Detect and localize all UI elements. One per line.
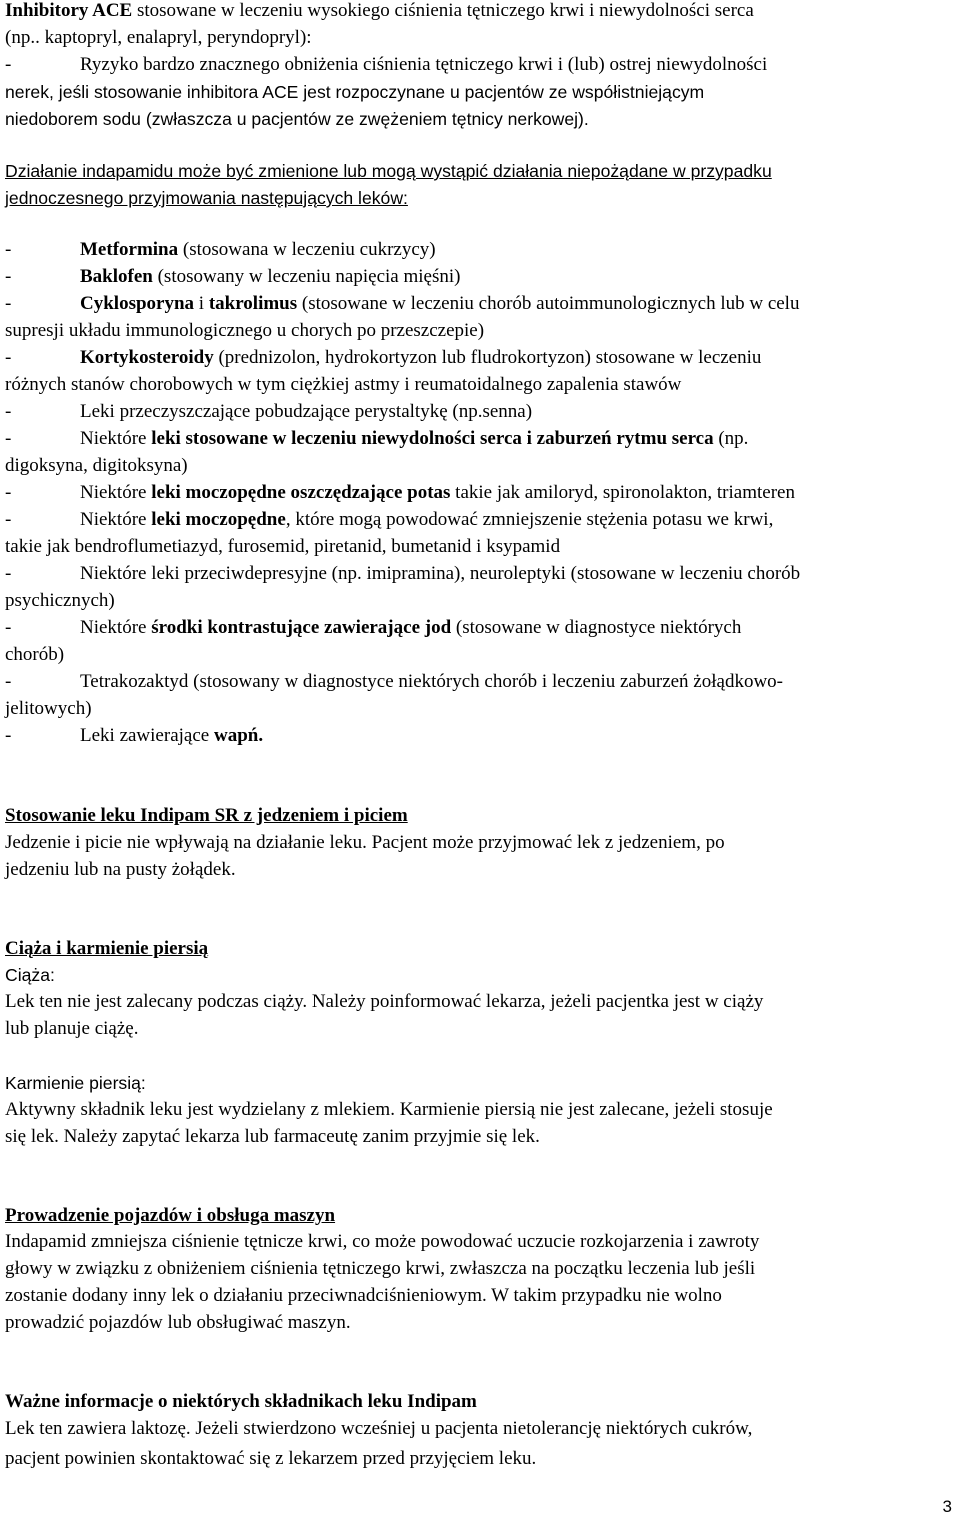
breastfeeding-line-2: się lek. Należy zapytać lekarza lub farmaceutę zanim przyjmie się lek. [5, 1126, 540, 1147]
item-text: (stosowane w diagnostyce niektórych [451, 617, 742, 638]
item-text: Niektóre leki przeciwdepresyjne (np. imipramina), neuroleptyki (stosowane w leczeniu chorób [80, 563, 801, 584]
item-bold: takrolimus [208, 293, 298, 314]
list-item-cont: digoksyna, digitoksyna) [5, 455, 188, 476]
list-item-cont: takie jak bendroflumetiazyd, furosemid, piretanid, bumetanid i ksypamid [5, 536, 561, 557]
list-item [5, 401, 532, 423]
section-heading [5, 938, 208, 960]
breastfeeding-line-1: Aktywny składnik leku jest wydzielany z mlekiem. Karmienie piersią nie jest zalecane, jeżeli stosuje [5, 1099, 773, 1120]
item-bold: Baklofen [80, 266, 153, 287]
dash: - [5, 509, 12, 530]
list-item [5, 671, 783, 693]
food-line-1: Jedzenie i picie nie wpływają na działanie leku. Pacjent może przyjmować lek z jedzeniem, po [5, 832, 725, 853]
dash: - [5, 401, 12, 422]
driving-line-4: prowadzić pojazdów lub obsługiwać maszyn. [5, 1312, 351, 1333]
list-item-cont: jelitowych) [5, 698, 92, 719]
dash: - [5, 54, 12, 75]
food-line-2: jedzeniu lub na pusty żołądek. [5, 859, 236, 880]
item-bold: leki moczopędne [151, 509, 286, 530]
section-heading [5, 805, 408, 827]
list-item-cont: chorób) [5, 644, 65, 665]
important-heading: Ważne informacje o niektórych składnikach leku Indipam [5, 1391, 477, 1412]
interactions-intro-1: Działanie indapamidu może być zmienione lub mogą wystąpić działania niepożądane w przypadku [5, 161, 772, 181]
ace-line-3-text: Ryzyko bardzo znacznego obniżenia ciśnienia tętniczego krwi i (lub) ostrej niewydolności [80, 54, 768, 75]
item-text: (stosowany w leczeniu napięcia mięśni) [152, 266, 461, 287]
list-item-cont: supresji układu immunologicznego u chorych po przeszczepie) [5, 320, 485, 341]
driving-line-1: Indapamid zmniejsza ciśnienie tętnicze krwi, co może powodować uczucie rozkojarzenia i zawroty [5, 1231, 760, 1252]
dash: - [5, 725, 12, 746]
dash: - [5, 428, 12, 449]
dash: - [5, 266, 12, 287]
dash: - [5, 617, 12, 638]
section-heading [5, 1391, 477, 1413]
list-item [5, 266, 460, 288]
item-text: Leki przeczyszczające pobudzające perystaltykę (np.senna) [80, 401, 533, 422]
list-item [5, 293, 799, 315]
pregnancy-sub-2: Karmienie piersią: [5, 1073, 146, 1093]
item-bold: Cyklosporyna [80, 293, 195, 314]
ace-line-2: (np.. kaptopryl, enalapryl, peryndopryl): [5, 27, 312, 48]
item-text: (stosowane w leczeniu chorób autoimmunologicznych lub w celu [297, 293, 800, 314]
ace-line-1-text: stosowane w leczeniu wysokiego ciśnienia tętniczego krwi i niewydolności serca [132, 0, 754, 21]
item-text: , które mogą powodować zmniejszenie stężenia potasu we krwi, [285, 509, 774, 530]
list-item-cont: psychicznych) [5, 590, 115, 611]
list-item [5, 428, 748, 450]
ace-bold-label: Inhibitory ACE [5, 0, 133, 21]
ace-line-5: niedoborem sodu (zwłaszcza u pacjentów ze zwężeniem tętnicy nerkowej). [5, 109, 589, 129]
section-heading [5, 1205, 335, 1227]
important-line-1: Lek ten zawiera laktozę. Jeżeli stwierdzono wcześniej u pacjenta nietolerancję niektórych cukrów, [5, 1418, 753, 1439]
dash: - [5, 293, 12, 314]
item-text: Leki zawierające [80, 725, 214, 746]
food-heading: Stosowanie leku Indipam SR z jedzeniem i piciem [5, 805, 408, 826]
item-text: Tetrakozaktyd (stosowany w diagnostyce niektórych chorób i leczeniu zaburzeń żołądkowo- [80, 671, 783, 692]
pregnancy-line-1: Lek ten nie jest zalecany podczas ciąży. Należy poinformować lekarza, jeżeli pacjentka jest w ciąży [5, 991, 764, 1012]
item-text: Niektóre [80, 482, 152, 503]
item-bold: leki moczopędne oszczędzające potas [151, 482, 451, 503]
pregnancy-line-2: lub planuje ciążę. [5, 1018, 139, 1039]
list-item [5, 725, 263, 747]
item-text: i [194, 293, 209, 314]
dash: - [5, 671, 12, 692]
list-item-cont: różnych stanów chorobowych w tym ciężkiej astmy i reumatoidalnego zapalenia stawów [5, 374, 682, 395]
list-item [5, 239, 436, 261]
dash: - [5, 239, 12, 260]
item-text: Niektóre [80, 428, 152, 449]
item-bold: Kortykosteroidy [80, 347, 214, 368]
driving-line-3: zostanie dodany inny lek o działaniu przeciwnadciśnieniowym. W takim przypadku nie wolno [5, 1285, 722, 1306]
ace-line-3 [5, 54, 767, 76]
dash: - [5, 563, 12, 584]
item-text: (np. [713, 428, 749, 449]
item-text: Niektóre [80, 617, 152, 638]
list-item [5, 347, 761, 369]
page-number: 3 [942, 1497, 952, 1516]
item-bold: leki stosowane w leczeniu niewydolności serca i zaburzeń rytmu serca [151, 428, 714, 449]
ace-line-1 [5, 0, 754, 22]
list-item [5, 563, 800, 585]
item-text: (prednizolon, hydrokortyzon lub fludrokortyzon) stosowane w leczeniu [213, 347, 762, 368]
item-bold: środki kontrastujące zawierające jod [151, 617, 452, 638]
list-item [5, 482, 795, 504]
item-text: Niektóre [80, 509, 152, 530]
item-text: (stosowana w leczeniu cukrzycy) [178, 239, 436, 260]
item-bold: Metformina [80, 239, 179, 260]
driving-heading: Prowadzenie pojazdów i obsługa maszyn [5, 1205, 336, 1226]
item-text: takie jak amiloryd, spironolakton, triamteren [450, 482, 795, 503]
dash: - [5, 347, 12, 368]
list-item [5, 617, 741, 639]
item-bold: wapń. [213, 725, 264, 746]
driving-line-2: głowy w związku z obniżeniem ciśnienia tętniczego krwi, zwłaszcza na początku leczenia lub jeśli [5, 1258, 756, 1279]
list-item [5, 509, 773, 531]
important-line-2: pacjent powinien skontaktować się z lekarzem przed przyjęciem leku. [5, 1448, 537, 1469]
interactions-intro-2: jednoczesnego przyjmowania następujących leków: [5, 188, 408, 208]
ace-line-4: nerek, jeśli stosowanie inhibitora ACE jest rozpoczynane u pacjentów ze współistniejącym [5, 82, 705, 102]
dash: - [5, 482, 12, 503]
pregnancy-heading: Ciąża i karmienie piersią [5, 938, 209, 959]
pregnancy-sub-1: Ciąża: [5, 965, 55, 985]
